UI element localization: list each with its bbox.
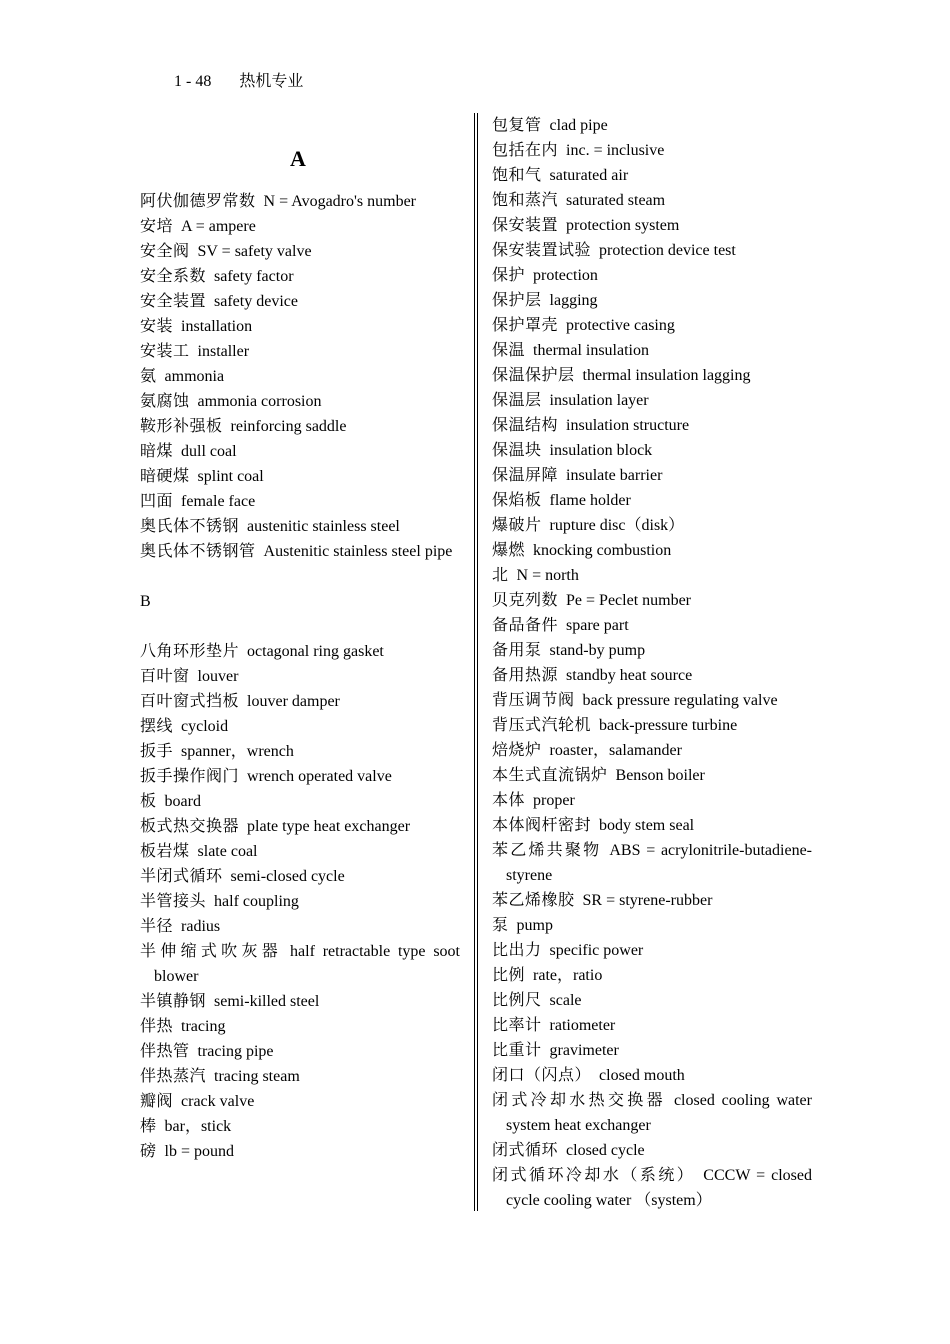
entry-term-chinese: 背压调节阀 <box>492 692 575 709</box>
entry-term-english: Benson boiler <box>615 767 705 784</box>
entry-term-english: lagging <box>549 292 598 309</box>
page-header-title: 热机专业 <box>239 73 304 90</box>
glossary-entry <box>492 688 812 713</box>
page-number: 1 - 48 <box>174 73 212 90</box>
entry-term-english: pump <box>516 917 553 934</box>
entry-term-english: flame holder <box>549 492 631 509</box>
entry-term-chinese: 保温层 <box>492 392 542 409</box>
entry-term-english: slate coal <box>197 843 258 860</box>
glossary-entry <box>492 338 812 363</box>
glossary-entry <box>140 989 460 1014</box>
entry-term-chinese: 扳手 <box>140 743 174 760</box>
glossary-entry <box>492 638 812 663</box>
entry-term-english: ABS = acrylonitrile-butadiene-styrene <box>506 842 812 884</box>
glossary-entry <box>492 838 812 888</box>
entry-list-right <box>492 113 812 1213</box>
glossary-entry <box>140 514 460 539</box>
glossary-entry <box>140 714 460 739</box>
entry-term-chinese: 闭式循环冷却水（系统） <box>492 1167 696 1184</box>
entry-term-chinese: 板 <box>140 793 157 810</box>
entry-term-chinese: 保温保护层 <box>492 367 575 384</box>
entry-term-english: Austenitic stainless steel pipe <box>263 543 453 560</box>
entry-term-english: spanner，wrench <box>181 743 294 760</box>
entry-term-english: crack valve <box>181 1093 255 1110</box>
entry-term-english: semi-killed steel <box>214 993 320 1010</box>
entry-term-english: wrench operated valve <box>247 768 392 785</box>
glossary-entry <box>492 363 812 388</box>
entry-term-chinese: 伴热 <box>140 1018 174 1035</box>
glossary-entry <box>140 239 460 264</box>
entry-term-english: safety factor <box>214 268 294 285</box>
entry-term-chinese: 凹面 <box>140 493 174 510</box>
entry-term-chinese: 保护层 <box>492 292 542 309</box>
glossary-entry <box>140 839 460 864</box>
entry-term-english: body stem seal <box>599 817 695 834</box>
left-column <box>140 113 460 1164</box>
entry-term-english: roaster，salamander <box>549 742 682 759</box>
entry-term-english: protection system <box>566 217 680 234</box>
glossary-entry <box>140 189 460 214</box>
entry-term-chinese: 饱和蒸汽 <box>492 192 559 209</box>
glossary-entry <box>492 963 812 988</box>
entry-term-english: thermal insulation <box>533 342 649 359</box>
entry-term-english: ratiometer <box>549 1017 616 1034</box>
entry-term-chinese: 比例 <box>492 967 526 984</box>
glossary-entry <box>140 789 460 814</box>
entry-term-english: semi-closed cycle <box>230 868 345 885</box>
entry-term-chinese: 包括在内 <box>492 142 559 159</box>
entry-list-b <box>140 639 460 1164</box>
glossary-entry <box>140 489 460 514</box>
glossary-entry <box>492 138 812 163</box>
entry-term-chinese: 保护罩壳 <box>492 317 559 334</box>
entry-term-english: specific power <box>549 942 644 959</box>
glossary-entry <box>140 1039 460 1064</box>
entry-term-english: tracing steam <box>214 1068 300 1085</box>
entry-term-chinese: 苯乙烯共聚物 <box>492 842 602 859</box>
glossary-entry <box>492 438 812 463</box>
entry-term-english: protection <box>533 267 598 284</box>
entry-term-chinese: 安全系数 <box>140 268 207 285</box>
entry-term-chinese: 焙烧炉 <box>492 742 542 759</box>
entry-term-chinese: 板岩煤 <box>140 843 190 860</box>
glossary-entry <box>140 389 460 414</box>
glossary-entry <box>492 738 812 763</box>
glossary-entry <box>140 214 460 239</box>
entry-term-english: ammonia <box>164 368 225 385</box>
entry-term-chinese: 氨 <box>140 368 157 385</box>
column-divider <box>474 113 478 1211</box>
entry-term-chinese: 板式热交换器 <box>140 818 240 835</box>
glossary-entry <box>492 913 812 938</box>
entry-term-english: insulate barrier <box>566 467 663 484</box>
entry-term-chinese: 安装工 <box>140 343 190 360</box>
entry-term-english: SR = styrene-rubber <box>582 892 713 909</box>
section-heading-a: A <box>290 146 306 171</box>
entry-term-english: tracing <box>181 1018 226 1035</box>
entry-term-chinese: 贝克列数 <box>492 592 559 609</box>
entry-term-chinese: 爆破片 <box>492 517 542 534</box>
entry-term-english: N = Avogadro's number <box>263 193 416 210</box>
entry-term-chinese: 保护 <box>492 267 526 284</box>
glossary-entry <box>140 639 460 664</box>
entry-term-english: ammonia corrosion <box>197 393 322 410</box>
glossary-entry <box>492 463 812 488</box>
glossary-entry <box>492 813 812 838</box>
entry-term-english: closed cooling water system heat exchanger <box>506 1092 812 1134</box>
entry-term-english: N = north <box>516 567 579 584</box>
entry-term-chinese: 棒 <box>140 1118 157 1135</box>
entry-term-english: thermal insulation lagging <box>582 367 751 384</box>
glossary-entry <box>140 739 460 764</box>
entry-term-english: louver <box>197 668 239 685</box>
entry-term-english: insulation layer <box>549 392 649 409</box>
glossary-entry <box>492 1163 812 1213</box>
glossary-entry <box>140 814 460 839</box>
glossary-entry <box>140 889 460 914</box>
glossary-entry <box>492 763 812 788</box>
entry-term-chinese: 安装 <box>140 318 174 335</box>
entry-term-english: installation <box>181 318 253 335</box>
entry-term-chinese: 氨腐蚀 <box>140 393 190 410</box>
entry-term-chinese: 保温 <box>492 342 526 359</box>
entry-term-chinese: 备品备件 <box>492 617 559 634</box>
right-column <box>492 113 812 1213</box>
glossary-entry <box>140 314 460 339</box>
entry-term-english: protective casing <box>566 317 675 334</box>
entry-term-english: Pe = Peclet number <box>566 592 692 609</box>
glossary-entry <box>140 664 460 689</box>
entry-term-english: closed mouth <box>599 1067 685 1084</box>
glossary-entry <box>492 1138 812 1163</box>
entry-term-chinese: 瓣阀 <box>140 1093 174 1110</box>
entry-term-chinese: 半伸缩式吹灰器 <box>140 943 283 960</box>
entry-term-chinese: 本生式直流锅炉 <box>492 767 608 784</box>
glossary-entry <box>492 563 812 588</box>
glossary-entry <box>492 588 812 613</box>
glossary-entry <box>140 939 460 989</box>
entry-term-chinese: 闭式循环 <box>492 1142 559 1159</box>
glossary-entry <box>492 938 812 963</box>
entry-term-english: splint coal <box>197 468 264 485</box>
glossary-entry <box>140 464 460 489</box>
glossary-entry <box>140 339 460 364</box>
entry-term-chinese: 摆线 <box>140 718 174 735</box>
entry-term-chinese: 比例尺 <box>492 992 542 1009</box>
entry-term-english: safety device <box>214 293 298 310</box>
glossary-entry <box>492 1063 812 1088</box>
glossary-entry <box>140 414 460 439</box>
entry-term-chinese: 背压式汽轮机 <box>492 717 592 734</box>
entry-term-english: rate，ratio <box>533 967 603 984</box>
entry-term-english: insulation block <box>549 442 653 459</box>
entry-term-chinese: 百叶窗 <box>140 668 190 685</box>
entry-list-a <box>140 189 460 564</box>
glossary-entry <box>140 1064 460 1089</box>
glossary-entry <box>492 113 812 138</box>
entry-term-chinese: 保焰板 <box>492 492 542 509</box>
glossary-entry <box>140 864 460 889</box>
entry-term-english: clad pipe <box>549 117 608 134</box>
entry-term-english: standby heat source <box>566 667 693 684</box>
entry-term-english: reinforcing saddle <box>230 418 347 435</box>
entry-term-english: CCCW = closed cycle cooling water （system） <box>506 1167 812 1209</box>
entry-term-chinese: 备用热源 <box>492 667 559 684</box>
glossary-entry <box>140 764 460 789</box>
entry-term-chinese: 安全阀 <box>140 243 190 260</box>
entry-term-english: inc. = inclusive <box>566 142 665 159</box>
entry-term-chinese: 比重计 <box>492 1042 542 1059</box>
entry-term-chinese: 磅 <box>140 1143 157 1160</box>
entry-term-english: cycloid <box>181 718 229 735</box>
entry-term-chinese: 保安装置试验 <box>492 242 592 259</box>
entry-term-chinese: 奥氏体不锈钢管 <box>140 543 256 560</box>
entry-term-english: closed cycle <box>566 1142 645 1159</box>
entry-term-chinese: 鞍形补强板 <box>140 418 223 435</box>
entry-term-chinese: 扳手操作阀门 <box>140 768 240 785</box>
glossary-entry <box>492 1038 812 1063</box>
entry-term-english: tracing pipe <box>197 1043 274 1060</box>
entry-term-english: installer <box>197 343 250 360</box>
glossary-entry <box>492 713 812 738</box>
section-heading-b: B <box>140 593 151 610</box>
glossary-entry <box>140 914 460 939</box>
entry-term-chinese: 阿伏伽德罗常数 <box>140 193 256 210</box>
entry-term-english: gravimeter <box>549 1042 619 1059</box>
entry-term-chinese: 备用泵 <box>492 642 542 659</box>
entry-term-english: insulation structure <box>566 417 690 434</box>
glossary-entry <box>140 439 460 464</box>
glossary-entry <box>492 513 812 538</box>
glossary-entry <box>492 788 812 813</box>
entry-term-chinese: 保温屏障 <box>492 467 559 484</box>
entry-term-chinese: 安培 <box>140 218 174 235</box>
entry-term-chinese: 本体 <box>492 792 526 809</box>
entry-term-chinese: 泵 <box>492 917 509 934</box>
glossary-entry <box>492 188 812 213</box>
glossary-entry <box>140 1139 460 1164</box>
glossary-entry <box>492 988 812 1013</box>
entry-term-english: louver damper <box>247 693 340 710</box>
entry-term-chinese: 半径 <box>140 918 174 935</box>
entry-term-chinese: 闭口（闪点） <box>492 1067 592 1084</box>
glossary-entry <box>140 289 460 314</box>
entry-term-chinese: 保温块 <box>492 442 542 459</box>
entry-term-english: rupture disc（disk） <box>549 517 685 534</box>
entry-term-chinese: 保安装置 <box>492 217 559 234</box>
entry-term-english: saturated steam <box>566 192 666 209</box>
entry-term-english: back-pressure turbine <box>599 717 738 734</box>
glossary-entry <box>492 313 812 338</box>
entry-term-english: back pressure regulating valve <box>582 692 778 709</box>
entry-term-english: protection device test <box>599 242 736 259</box>
glossary-entry <box>492 388 812 413</box>
glossary-entry <box>492 1013 812 1038</box>
glossary-entry <box>492 488 812 513</box>
entry-term-chinese: 半镇静钢 <box>140 993 207 1010</box>
glossary-entry <box>492 538 812 563</box>
entry-term-english: bar，stick <box>164 1118 232 1135</box>
glossary-entry <box>492 1088 812 1138</box>
entry-term-chinese: 伴热管 <box>140 1043 190 1060</box>
entry-term-chinese: 饱和气 <box>492 167 542 184</box>
entry-term-english: octagonal ring gasket <box>247 643 384 660</box>
glossary-entry <box>140 364 460 389</box>
entry-term-english: radius <box>181 918 221 935</box>
entry-term-chinese: 半闭式循环 <box>140 868 223 885</box>
entry-term-english: knocking combustion <box>533 542 672 559</box>
glossary-entry <box>492 613 812 638</box>
entry-term-chinese: 暗硬煤 <box>140 468 190 485</box>
entry-term-chinese: 半管接头 <box>140 893 207 910</box>
glossary-entry <box>492 413 812 438</box>
entry-term-english: SV = safety valve <box>197 243 312 260</box>
entry-term-english: half retractable type soot blower <box>154 943 460 985</box>
glossary-entry <box>140 1114 460 1139</box>
glossary-entry <box>492 263 812 288</box>
entry-term-english: lb = pound <box>164 1143 234 1160</box>
entry-term-chinese: 闭式冷却水热交换器 <box>492 1092 666 1109</box>
entry-term-chinese: 爆燃 <box>492 542 526 559</box>
entry-term-english: scale <box>549 992 582 1009</box>
entry-term-chinese: 奥氏体不锈钢 <box>140 518 240 535</box>
entry-term-chinese: 暗煤 <box>140 443 174 460</box>
glossary-entry <box>140 264 460 289</box>
glossary-entry <box>492 238 812 263</box>
entry-term-english: female face <box>181 493 256 510</box>
entry-term-chinese: 苯乙烯橡胶 <box>492 892 575 909</box>
entry-term-english: spare part <box>566 617 629 634</box>
entry-term-chinese: 保温结构 <box>492 417 559 434</box>
entry-term-chinese: 安全装置 <box>140 293 207 310</box>
glossary-entry <box>140 539 460 564</box>
entry-term-english: proper <box>533 792 575 809</box>
entry-term-chinese: 北 <box>492 567 509 584</box>
glossary-entry <box>492 288 812 313</box>
glossary-entry <box>492 888 812 913</box>
entry-term-chinese: 百叶窗式挡板 <box>140 693 240 710</box>
entry-term-english: plate type heat exchanger <box>247 818 411 835</box>
entry-term-english: stand-by pump <box>549 642 646 659</box>
entry-term-chinese: 本体阀杆密封 <box>492 817 592 834</box>
glossary-entry <box>492 163 812 188</box>
glossary-entry <box>140 689 460 714</box>
entry-term-chinese: 伴热蒸汽 <box>140 1068 207 1085</box>
entry-term-english: A = ampere <box>181 218 256 235</box>
entry-term-english: saturated air <box>549 167 629 184</box>
page-header <box>174 68 303 91</box>
entry-term-chinese: 比率计 <box>492 1017 542 1034</box>
entry-term-english: half coupling <box>214 893 299 910</box>
entry-term-chinese: 包复管 <box>492 117 542 134</box>
entry-term-english: dull coal <box>181 443 237 460</box>
entry-term-chinese: 八角环形垫片 <box>140 643 240 660</box>
entry-term-english: austenitic stainless steel <box>247 518 400 535</box>
glossary-entry <box>492 213 812 238</box>
entry-term-chinese: 比出力 <box>492 942 542 959</box>
glossary-entry <box>140 1089 460 1114</box>
entry-term-english: board <box>164 793 201 810</box>
glossary-entry <box>492 663 812 688</box>
glossary-entry <box>140 1014 460 1039</box>
